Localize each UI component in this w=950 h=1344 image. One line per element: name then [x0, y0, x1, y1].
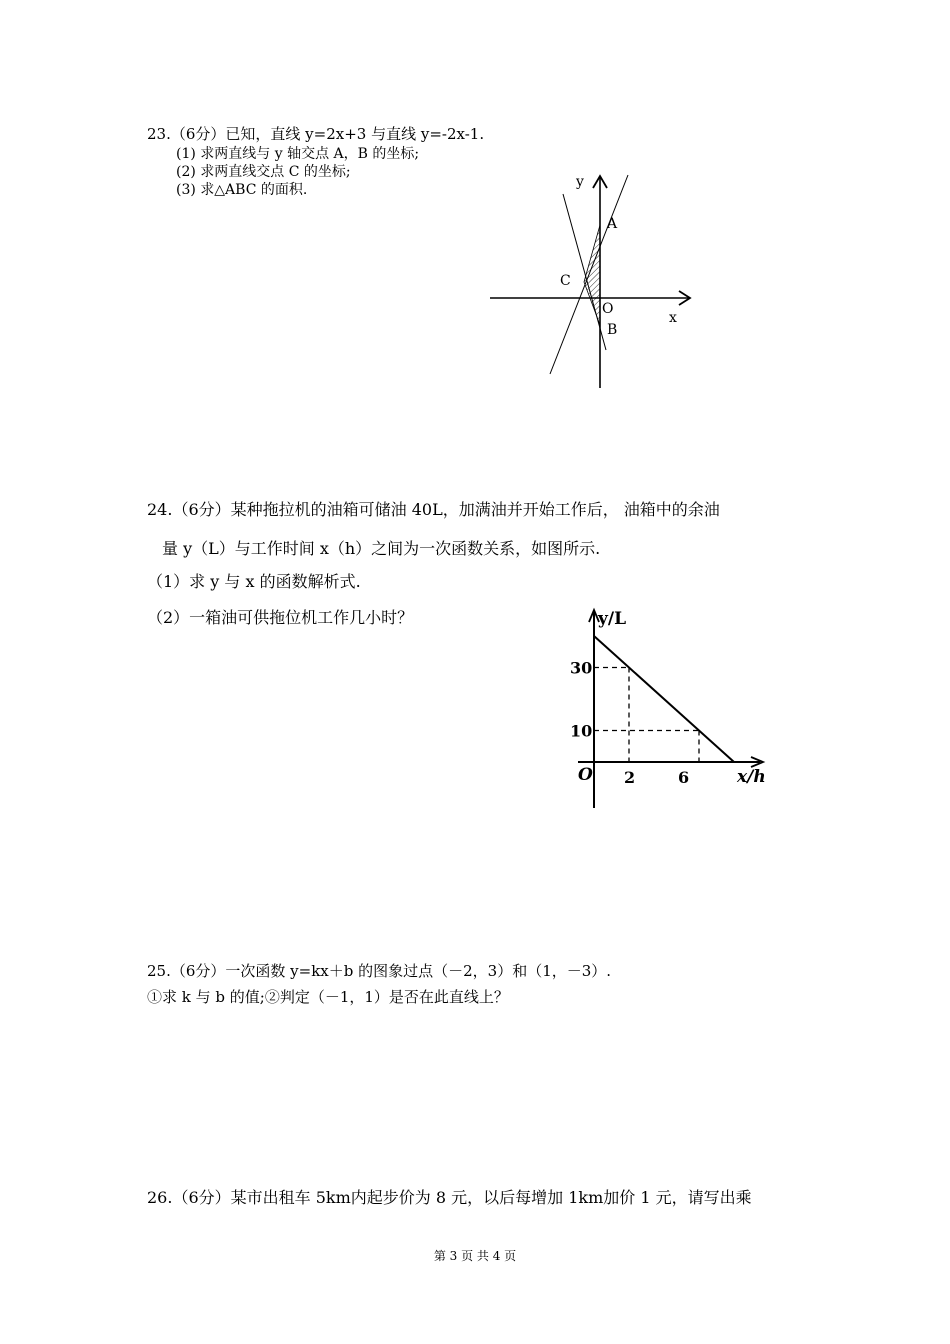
q23-item-2: (2) 求两直线交点 C 的坐标; — [176, 164, 351, 180]
x-tick-label-6: 6 — [678, 768, 690, 787]
q24-item-1: （1）求 y 与 x 的函数解析式. — [147, 572, 361, 591]
point-a-label: A — [607, 216, 618, 232]
y-tick-label-30: 30 — [570, 658, 593, 678]
point-o-label: O — [602, 301, 614, 317]
chart-x-axis-label: x/h — [737, 767, 766, 787]
q23-title: 23.（6分）已知，直线 y=2x+3 与直线 y=-2x-1. — [147, 125, 485, 143]
q23-item-3: (3) 求△ABC 的面积. — [176, 182, 308, 198]
y-label: y — [576, 174, 584, 190]
q24-title-cont: 量 y（L）与工作时间 x（h）之间为一次函数关系，如图所示. — [162, 539, 601, 558]
chart-y-axis-label: y/L — [598, 609, 627, 629]
fuel-line — [594, 636, 734, 762]
q23-figure — [480, 165, 710, 395]
y-tick-label-10: 10 — [570, 721, 593, 741]
q23-item-1: (1) 求两直线与 y 轴交点 A，B 的坐标; — [176, 146, 420, 162]
point-c-label: C — [560, 273, 571, 289]
chart-origin-label: O — [578, 765, 593, 785]
q26-title: 26.（6分）某市出租车 5km内起步价为 8 元，以后每增加 1km加价 1 元，请写出乘 — [147, 1188, 752, 1207]
x-tick-label-2: 2 — [624, 768, 636, 787]
q24-chart — [565, 600, 775, 825]
x-label: x — [669, 310, 677, 326]
page-footer: 第 3 页 共 4 页 — [433, 1249, 517, 1263]
q25-title: 25.（6分）一次函数 y=kx＋b 的图象过点（－2，3）和（1，－3）. — [147, 962, 612, 980]
q25-line-2: ①求 k 与 b 的值;②判定（－1，1）是否在此直线上？ — [147, 988, 509, 1006]
q24-item-2: （2）一箱油可供拖位机工作几小时？ — [147, 608, 414, 627]
triangle-abc-shading — [584, 225, 600, 325]
point-b-label: B — [607, 322, 618, 338]
q24-title: 24.（6分）某种拖拉机的油箱可储油 40L，加满油并开始工作后， 油箱中的余油 — [147, 500, 720, 519]
